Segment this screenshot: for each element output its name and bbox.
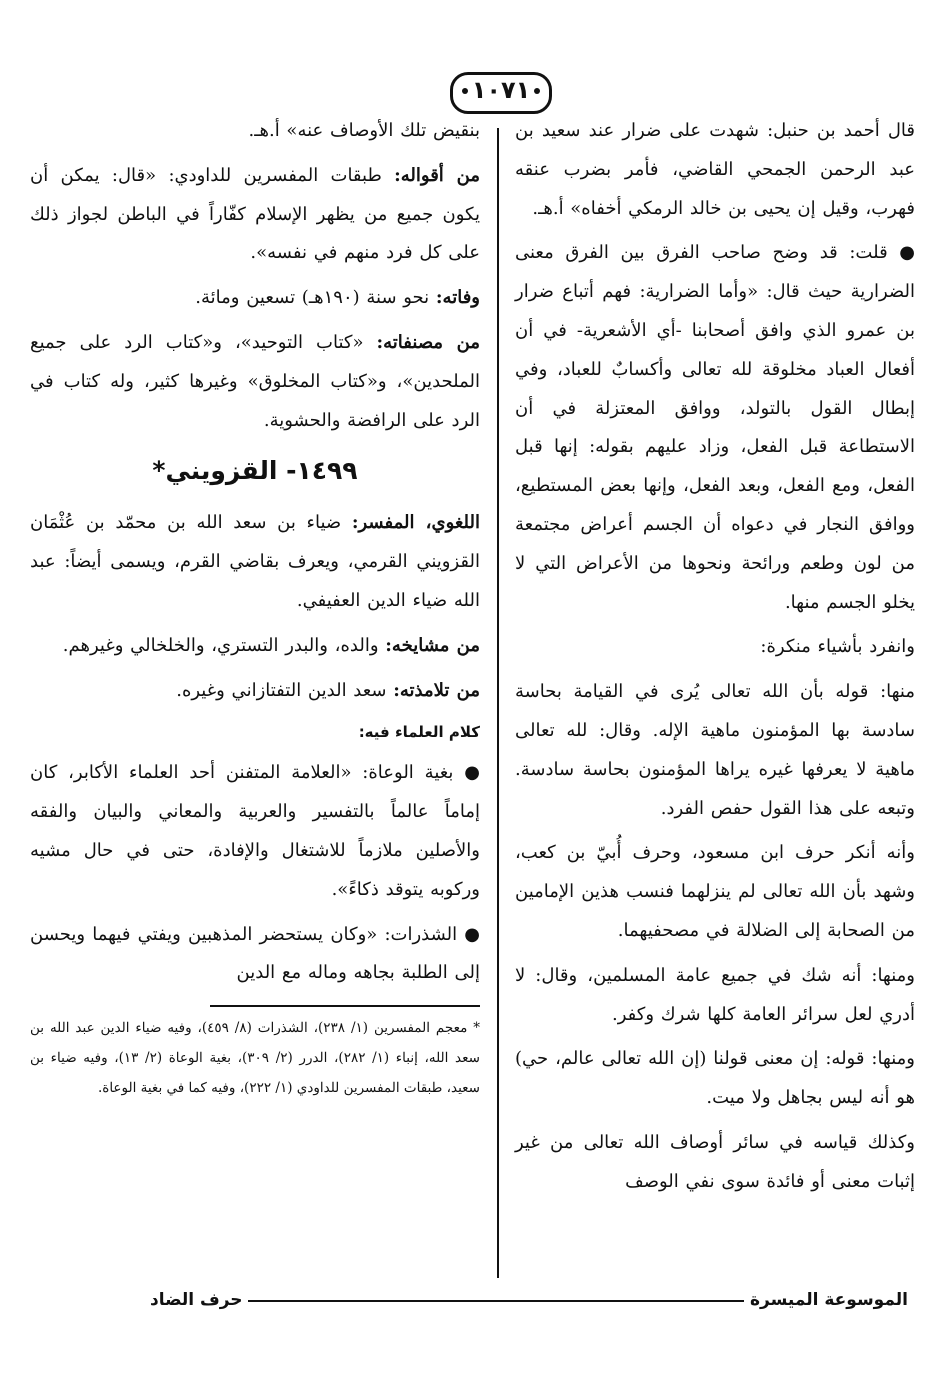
paragraph: ● الشذرات: «وكان يستحضر المذهبين ويفتي فيهما ويحسن إلى الطلبة بجاهه وماله مع الدين <box>30 923 480 984</box>
footnote: * معجم المفسرين (١/ ٢٣٨)، الشذرات (٨/ ٤٥٩)، وفيه ضياء الدين عبد الله بن سعد الله، إنباء (١/ ٢٨٢)، الدرر (٢/ ٣٠٩)، بغية الوعاة (٢/ ١٣)، وفيه ضياء بن سعيد، طبقات المفسرين للداودي (١/ ٢٢٢)، وفيه كما في بغية الوعاة. <box>30 1020 480 1097</box>
field-text: طبقات المفسرين للداودي: «قال: يمكن أن يكون جميع من يظهر الإسلام كفّاراً في الباطن لجواز ذلك على كل فرد منهم في نفسه». <box>30 164 480 264</box>
paragraph: ومنها: أنه شك في جميع عامة المسلمين، وقال: لا أدري لعل سرائر العامة كلها شرك وكفر. <box>515 964 915 1025</box>
footer-book-title: الموسوعة الميسرة <box>750 1290 908 1310</box>
entry-heading: ١٤٩٩- القزويني* <box>152 456 358 486</box>
field-text: ضياء بن سعد الله بن محمّد بن عُثْمَان القزويني القرمي، ويعرف بقاضي القرم، ويسمى أيضاً: عبد الله ضياء الدين العفيفي. <box>30 512 480 611</box>
paragraph: وكذلك قياسه في سائر أوصاف الله تعالى من غير إثبات معنى أو فائدة سوى نفي الوصف <box>515 1131 915 1192</box>
right-column <box>515 112 915 1280</box>
subheading: كلام العلماء فيه: <box>358 723 480 742</box>
field-label: من مشايخه: <box>385 634 480 656</box>
dot-ornament <box>534 88 540 94</box>
paragraph: ومنها: قوله: إن معنى قولنا (إن الله تعالى عالم، حي) هو أنه ليس بجاهل ولا ميت. <box>515 1048 915 1109</box>
page-number: ١٠٧١ <box>471 76 531 104</box>
paragraph: قال أحمد بن حنبل: شهدت على ضرار عند سعيد بن عبد الرحمن الجمحي القاضي، فأمر بضرب عنقه فهرب، وقيل إن يحيى بن خالد الرمكي أخفاه» أ.هـ. <box>515 120 915 219</box>
paragraph <box>30 627 480 666</box>
field-text: سعد الدين التفتازاني وغيره. <box>176 679 394 701</box>
paragraph <box>30 324 480 440</box>
paragraph: ● بغية الوعاة: «العلامة المتفنن أحد العلماء الأكابر، كان إماماً عالماً بالتفسير والعربية والمعاني والبيان والفقه والأصلين ملازماً للاشتغال والإفادة، حتى في حال مشيه وركوبه يتوقد ذكاءً». <box>30 762 480 900</box>
field-label: من تلامذته: <box>393 679 480 701</box>
footnote-rule <box>210 1005 480 1007</box>
paragraph <box>30 157 480 273</box>
field-label: وفاته: <box>435 287 480 309</box>
field-label: من مصنفاته: <box>376 331 480 353</box>
field-label: من أقواله: <box>394 164 480 186</box>
paragraph <box>30 279 480 318</box>
column-divider <box>497 128 499 1278</box>
dot-ornament <box>462 88 468 94</box>
paragraph: وانفرد بأشياء منكرة: <box>760 636 915 658</box>
paragraph <box>30 672 480 711</box>
paragraph <box>30 504 480 620</box>
paragraph: منها: قوله بأن الله تعالى يُرى في القيامة بحاسة سادسة بها المؤمنون ماهية الإله. وقال: لله تعالى ماهية لا يعرفها غيره يراها المؤمنون بحاسة سادسة. وتبعه على هذا القول حفص الفرد. <box>515 681 915 819</box>
paragraph: ● قلت: قد وضح صاحب الفرق بين الفرق معنى الضرارية حيث قال: «وأما الضرارية: فهم أتباع ضرار بن عمرو الذي وافق أصحابنا -أي الأشعرية- في أن أفعال العباد مخلوقة لله تعالى وأكسابٌ للعباد، وفي إبطال القول بالتولد، ووافق المعتزلة في أن الاستطاعة قبل الفعل، وزاد عليهم بقوله: إنها قبل الفعل، ومع الفعل، وبعد الفعل، وإنها بعض المستطيع، ووافق النجار في دعواه أن الجسم أعراض مجتمعة من لون وطعم ورائحة ونحوها من الأعراض التي لا يخلو الجسم منها. <box>515 242 915 613</box>
paragraph: وأنه أنكر حرف ابن مسعود، وحرف أُبيّ بن كعب، وشهد بأن الله تعالى لم ينزلهما فنسب هذين الإمامين من الصحابة إلى الضلالة في مصحفيهما. <box>515 842 915 941</box>
footer-section-title: حرف الضاد <box>150 1290 243 1310</box>
footer-rule <box>248 1300 744 1302</box>
field-text: والده، والبدر التستري، والخلخالي وغيرهم. <box>62 634 386 656</box>
paragraph: بنقيض تلك الأوصاف عنه» أ.هـ. <box>248 120 480 141</box>
field-text: «كتاب التوحيد»، و«كتاب الرد على جميع الملحدين»، و«كتاب المخلوق» وغيرها كثير، وله كتاب في الرد على الرافضة والحشوية. <box>30 331 480 431</box>
field-label: اللغوي، المفسر: <box>351 512 480 534</box>
field-text: نحو سنة (١٩٠هـ) تسعين ومائة. <box>195 287 436 309</box>
left-column <box>30 112 480 1280</box>
page-number-box <box>450 72 552 114</box>
